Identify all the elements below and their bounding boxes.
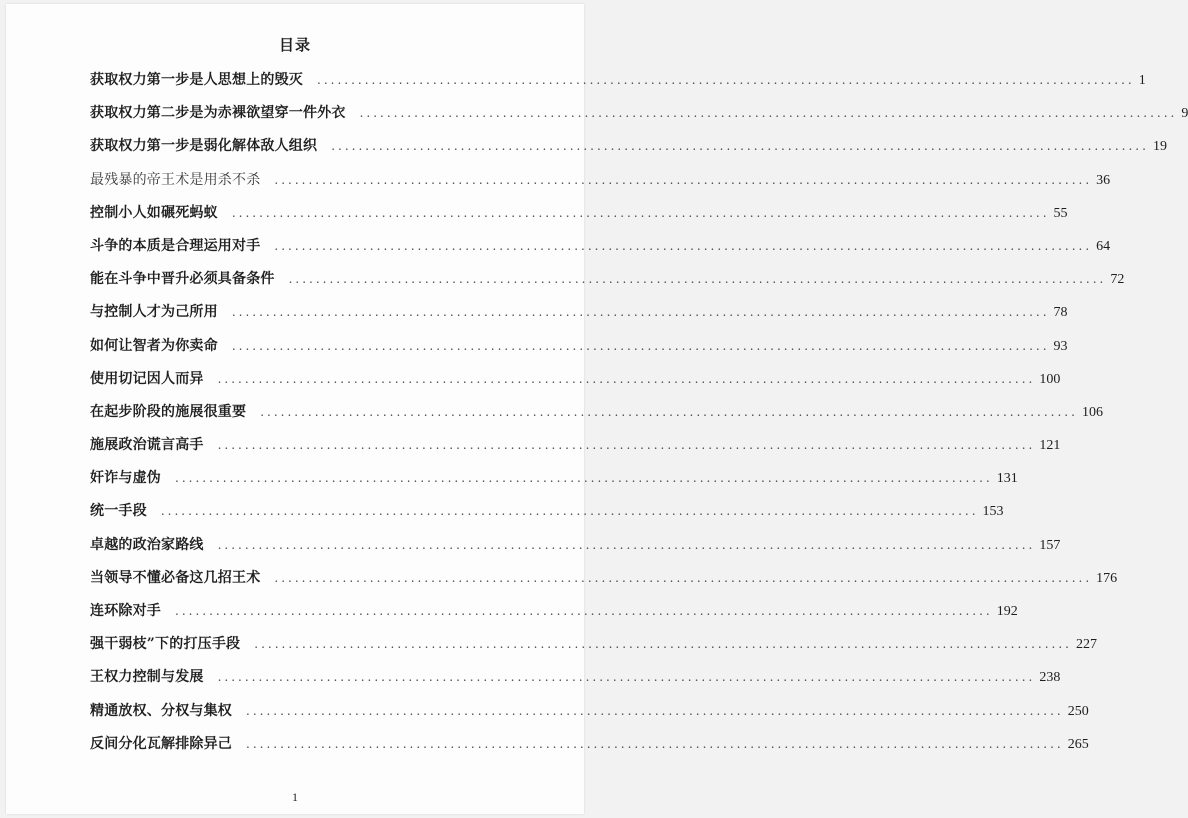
toc-entry-page: 1 <box>1138 73 1146 88</box>
toc-entry[interactable] <box>90 631 1097 664</box>
toc-entry[interactable] <box>90 698 1089 731</box>
toc-entry-title: 如何让智者为你卖命 <box>90 337 218 354</box>
toc-dot-leader: ........................................................................................................................ <box>231 338 1050 353</box>
toc-entry-page: 121 <box>1039 438 1061 454</box>
toc-dot-leader: ........................................................................................................................ <box>175 471 993 486</box>
toc-entry-page: 265 <box>1067 736 1089 752</box>
toc-entry-title: 当领导不懂必备这几招王术 <box>90 569 261 586</box>
toc-entry-page: 93 <box>1053 338 1068 354</box>
toc-entry-page: 106 <box>1081 404 1103 420</box>
toc-entry-page: 19 <box>1152 139 1167 155</box>
toc-dot-leader: ........................................................................................................................ <box>260 404 1078 419</box>
toc-entry-page: 153 <box>982 504 1004 520</box>
toc-entry-page: 78 <box>1053 305 1068 321</box>
toc-entry[interactable] <box>90 266 1125 299</box>
toc-entry-title: 最残暴的帝王术是用杀不杀 <box>90 171 261 188</box>
toc-entry[interactable] <box>90 299 1068 332</box>
page-number: 1 <box>292 790 298 804</box>
toc-entry[interactable] <box>90 399 1103 432</box>
toc-dot-leader: ........................................................................................................................ <box>274 172 1093 187</box>
toc-entry-page: 227 <box>1076 637 1097 653</box>
toc-entry-title: 奸诈与虚伪 <box>90 470 161 487</box>
toc-dot-leader: ........................................................................................................................ <box>217 371 1036 386</box>
toc-entry-page: 250 <box>1067 703 1089 719</box>
toc-entry-title: 获取权力第一步是人思想上的毁灭 <box>90 72 303 88</box>
toc-entry-title: 控制小人如碾死蚂蚁 <box>90 204 218 221</box>
toc-entry-title: 反间分化瓦解排除异己 <box>90 735 232 752</box>
toc-entry-title: 精通放权、分权与集权 <box>90 702 232 719</box>
toc-entry-page: 131 <box>996 471 1018 487</box>
toc-dot-leader: ........................................................................................................................ <box>317 73 1135 87</box>
toc-entry-page: 192 <box>996 604 1018 619</box>
toc-entry-title: 卓越的政治家路线 <box>90 536 204 553</box>
toc-dot-leader: ........................................................................................................................ <box>217 537 1036 552</box>
toc-dot-leader: ........................................................................................................................ <box>254 637 1072 652</box>
toc-entry[interactable] <box>90 333 1068 366</box>
toc-dot-leader: ........................................................................................................................ <box>217 438 1036 453</box>
toc-entry[interactable] <box>90 532 1061 565</box>
toc-entry[interactable] <box>90 498 1004 531</box>
toc-entry-title: 获取权力第二步是为赤裸欲望穿一件外衣 <box>90 105 346 122</box>
toc-entry-page: 176 <box>1096 570 1118 586</box>
toc-dot-leader: ........................................................................................................................ <box>274 238 1093 253</box>
table-of-contents <box>90 67 1188 764</box>
toc-entry[interactable] <box>90 200 1068 233</box>
toc-entry-title: 强干弱枝”下的打压手段 <box>90 636 241 653</box>
toc-entry[interactable] <box>90 233 1111 266</box>
toc-entry-title: 连环除对手 <box>90 603 161 619</box>
toc-dot-leader: ........................................................................................................................ <box>175 604 993 618</box>
toc-entry-title: 王权力控制与发展 <box>90 669 204 686</box>
toc-entry-page: 72 <box>1110 272 1125 288</box>
toc-entry[interactable] <box>90 133 1167 166</box>
toc-entry-title: 与控制人才为己所用 <box>90 304 218 321</box>
toc-entry-title: 统一手段 <box>90 503 147 520</box>
page-title: 目录 <box>278 36 311 54</box>
toc-entry-title: 使用切记因人而异 <box>90 370 204 387</box>
toc-dot-leader: ........................................................................................................................ <box>246 703 1064 718</box>
toc-entry[interactable] <box>90 366 1061 399</box>
toc-entry-page: 9 <box>1181 106 1188 122</box>
toc-entry-page: 36 <box>1096 172 1111 188</box>
toc-entry-title: 斗争的本质是合理运用对手 <box>90 237 261 254</box>
toc-entry-page: 64 <box>1096 238 1111 254</box>
toc-entry-title: 能在斗争中晋升必须具备条件 <box>90 271 275 288</box>
toc-dot-leader: ........................................................................................................................ <box>160 504 979 519</box>
toc-entry[interactable] <box>90 664 1061 697</box>
toc-entry[interactable] <box>90 432 1061 465</box>
toc-entry-page: 55 <box>1053 205 1068 221</box>
toc-entry-page: 238 <box>1039 670 1061 686</box>
toc-dot-leader: ........................................................................................................................ <box>217 670 1036 685</box>
toc-dot-leader: ........................................................................................................................ <box>231 305 1050 320</box>
toc-entry[interactable] <box>90 67 1146 100</box>
toc-dot-leader: ........................................................................................................................ <box>246 736 1064 751</box>
toc-dot-leader: ........................................................................................................................ <box>331 139 1149 154</box>
toc-entry[interactable] <box>90 565 1118 598</box>
toc-dot-leader: ........................................................................................................................ <box>288 272 1107 287</box>
toc-entry-page: 157 <box>1039 537 1061 553</box>
toc-dot-leader: ........................................................................................................................ <box>274 570 1093 585</box>
toc-entry[interactable] <box>90 465 1018 498</box>
toc-dot-leader: ........................................................................................................................ <box>359 106 1178 121</box>
toc-entry-title: 获取权力第一步是弱化解体敌人组织 <box>90 138 318 155</box>
toc-entry-page: 100 <box>1039 371 1061 387</box>
toc-entry-title: 在起步阶段的施展很重要 <box>90 403 247 420</box>
toc-entry[interactable] <box>90 731 1089 764</box>
toc-entry[interactable] <box>90 100 1188 133</box>
toc-entry[interactable] <box>90 598 1018 631</box>
toc-entry-title: 施展政治谎言高手 <box>90 437 204 454</box>
toc-entry[interactable] <box>90 167 1111 200</box>
toc-dot-leader: ........................................................................................................................ <box>231 205 1050 220</box>
